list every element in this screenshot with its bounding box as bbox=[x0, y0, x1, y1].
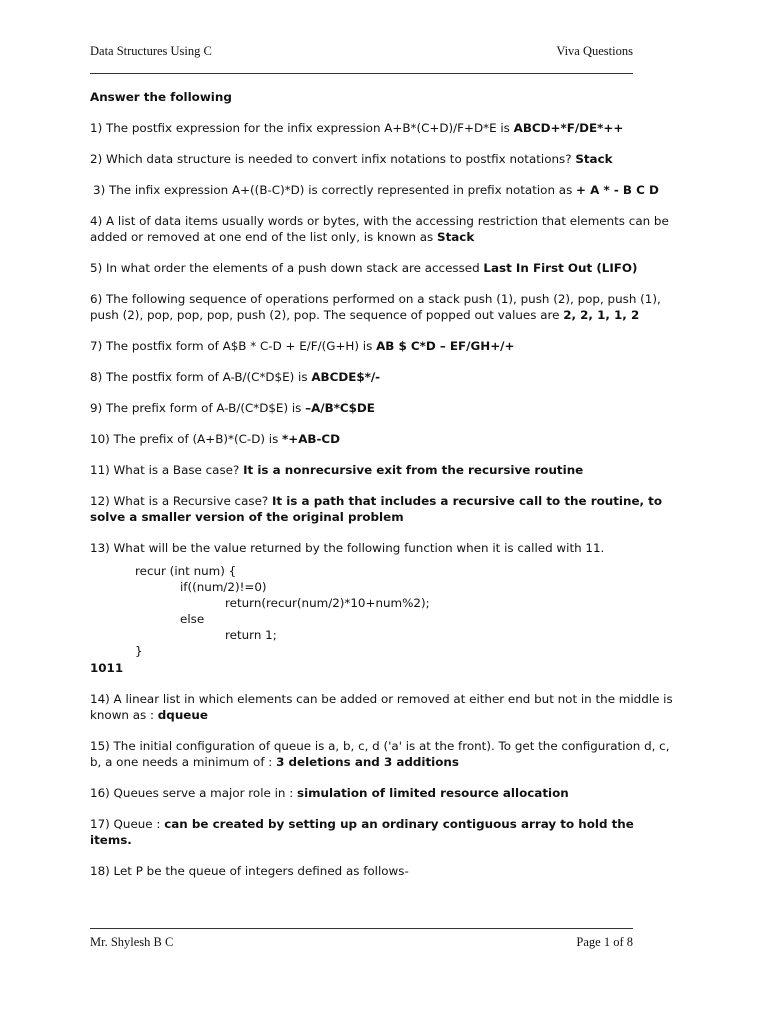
question-2 bbox=[90, 151, 675, 167]
question-text: 8) The postfix form of A-B/(C*D$E) is bbox=[90, 370, 312, 384]
question-15 bbox=[90, 738, 675, 770]
answer-text: ABCD+*F/DE*++ bbox=[513, 121, 624, 135]
answer-text: –A/B*C$DE bbox=[305, 401, 375, 415]
question-text: 5) In what order the elements of a push down stack are accessed bbox=[90, 261, 484, 275]
answer-text: AB $ C*D – EF/GH+/+ bbox=[376, 339, 515, 353]
code-line: } bbox=[135, 644, 143, 658]
answer-text: simulation of limited resource allocation bbox=[297, 786, 569, 800]
question-13 bbox=[90, 540, 675, 556]
code-line: recur (int num) { bbox=[135, 564, 237, 578]
question-17 bbox=[90, 816, 675, 848]
question-text: 2) Which data structure is needed to convert infix notations to postfix notations? bbox=[90, 152, 576, 166]
answer-text: can be created by setting up an ordinary contiguous array to hold the items. bbox=[90, 817, 634, 847]
question-text: 4) A list of data items usually words or bytes, with the accessing restriction that elements can be added or removed at one end of the list only, is known as bbox=[90, 214, 669, 244]
answer-text: 2, 2, 1, 1, 2 bbox=[563, 308, 640, 322]
question-text: 13) What will be the value returned by the following function when it is called with 11. bbox=[90, 541, 605, 555]
question-text: 12) What is a Recursive case? bbox=[90, 494, 272, 508]
header-title: Data Structures Using C bbox=[90, 44, 212, 58]
answer-text: ABCDE$*/- bbox=[311, 370, 381, 384]
question-6 bbox=[90, 291, 675, 323]
question-text: 1) The postfix expression for the infix expression A+B*(C+D)/F+D*E is bbox=[90, 121, 514, 135]
answer-text: Stack bbox=[575, 152, 613, 166]
question-text: 3) The infix expression A+((B-C)*D) is correctly represented in prefix notation as bbox=[93, 183, 577, 197]
answer-text: *+AB-CD bbox=[282, 432, 341, 446]
code-line: return 1; bbox=[225, 628, 277, 642]
answer-text: It is a nonrecursive exit from the recursive routine bbox=[243, 463, 584, 477]
page-number: Page 1 of 8 bbox=[576, 935, 633, 949]
question-4 bbox=[90, 213, 675, 245]
code-line: if((num/2)!=0) bbox=[180, 580, 267, 594]
answer-text: Last In First Out (LIFO) bbox=[483, 261, 638, 275]
question-18 bbox=[90, 863, 675, 879]
code-line: else bbox=[180, 612, 205, 626]
question-9 bbox=[90, 400, 675, 416]
question-text: 17) Queue : bbox=[90, 817, 165, 831]
code-block bbox=[90, 563, 675, 659]
answer-text: dqueue bbox=[157, 708, 208, 722]
answer-text: It is a path that includes a recursive call to the routine, to solve a smaller version of the original problem bbox=[90, 494, 663, 524]
question-1 bbox=[90, 120, 675, 136]
question-12 bbox=[90, 493, 675, 525]
question-14 bbox=[90, 691, 675, 723]
document-body bbox=[90, 89, 675, 894]
question-text: 10) The prefix of (A+B)*(C-D) is bbox=[90, 432, 283, 446]
question-11 bbox=[90, 462, 675, 478]
question-10 bbox=[90, 431, 675, 447]
header-section: Viva Questions bbox=[556, 44, 633, 58]
answer-text: 1011 bbox=[90, 661, 124, 675]
code-line: return(recur(num/2)*10+num%2); bbox=[225, 596, 430, 610]
question-text: 16) Queues serve a major role in : bbox=[90, 786, 298, 800]
question-text: 9) The prefix form of A-B/(C*D$E) is bbox=[90, 401, 306, 415]
header-rule bbox=[90, 73, 633, 74]
question-8 bbox=[90, 369, 675, 385]
question-16 bbox=[90, 785, 675, 801]
question-7 bbox=[90, 338, 675, 354]
question-text: 15) The initial configuration of queue is a, b, c, d ('a' is at the front). To get the configuration d, c, b, a one needs a minimum of : bbox=[90, 739, 670, 769]
answer-text: Stack bbox=[437, 230, 475, 244]
footer-rule bbox=[90, 928, 633, 929]
question-text: 18) Let P be the queue of integers defined as follows- bbox=[90, 864, 409, 878]
footer-author: Mr. Shylesh B C bbox=[90, 935, 174, 949]
question-text: 14) A linear list in which elements can be added or removed at either end but not in the middle is known as : bbox=[90, 692, 673, 722]
answer-text: + A * - B C D bbox=[576, 183, 659, 197]
section-heading: Answer the following bbox=[90, 90, 232, 104]
question-text: 11) What is a Base case? bbox=[90, 463, 244, 477]
question-text: 7) The postfix form of A$B * C-D + E/F/(G+H) is bbox=[90, 339, 377, 353]
answer-text: 3 deletions and 3 additions bbox=[276, 755, 459, 769]
question-5 bbox=[90, 260, 675, 276]
question-3 bbox=[90, 182, 675, 198]
question-text: 6) The following sequence of operations performed on a stack push (1), push (2), pop, push (1), push (2), pop, pop, pop, push (2), pop. The sequence of popped out values are bbox=[90, 292, 661, 322]
